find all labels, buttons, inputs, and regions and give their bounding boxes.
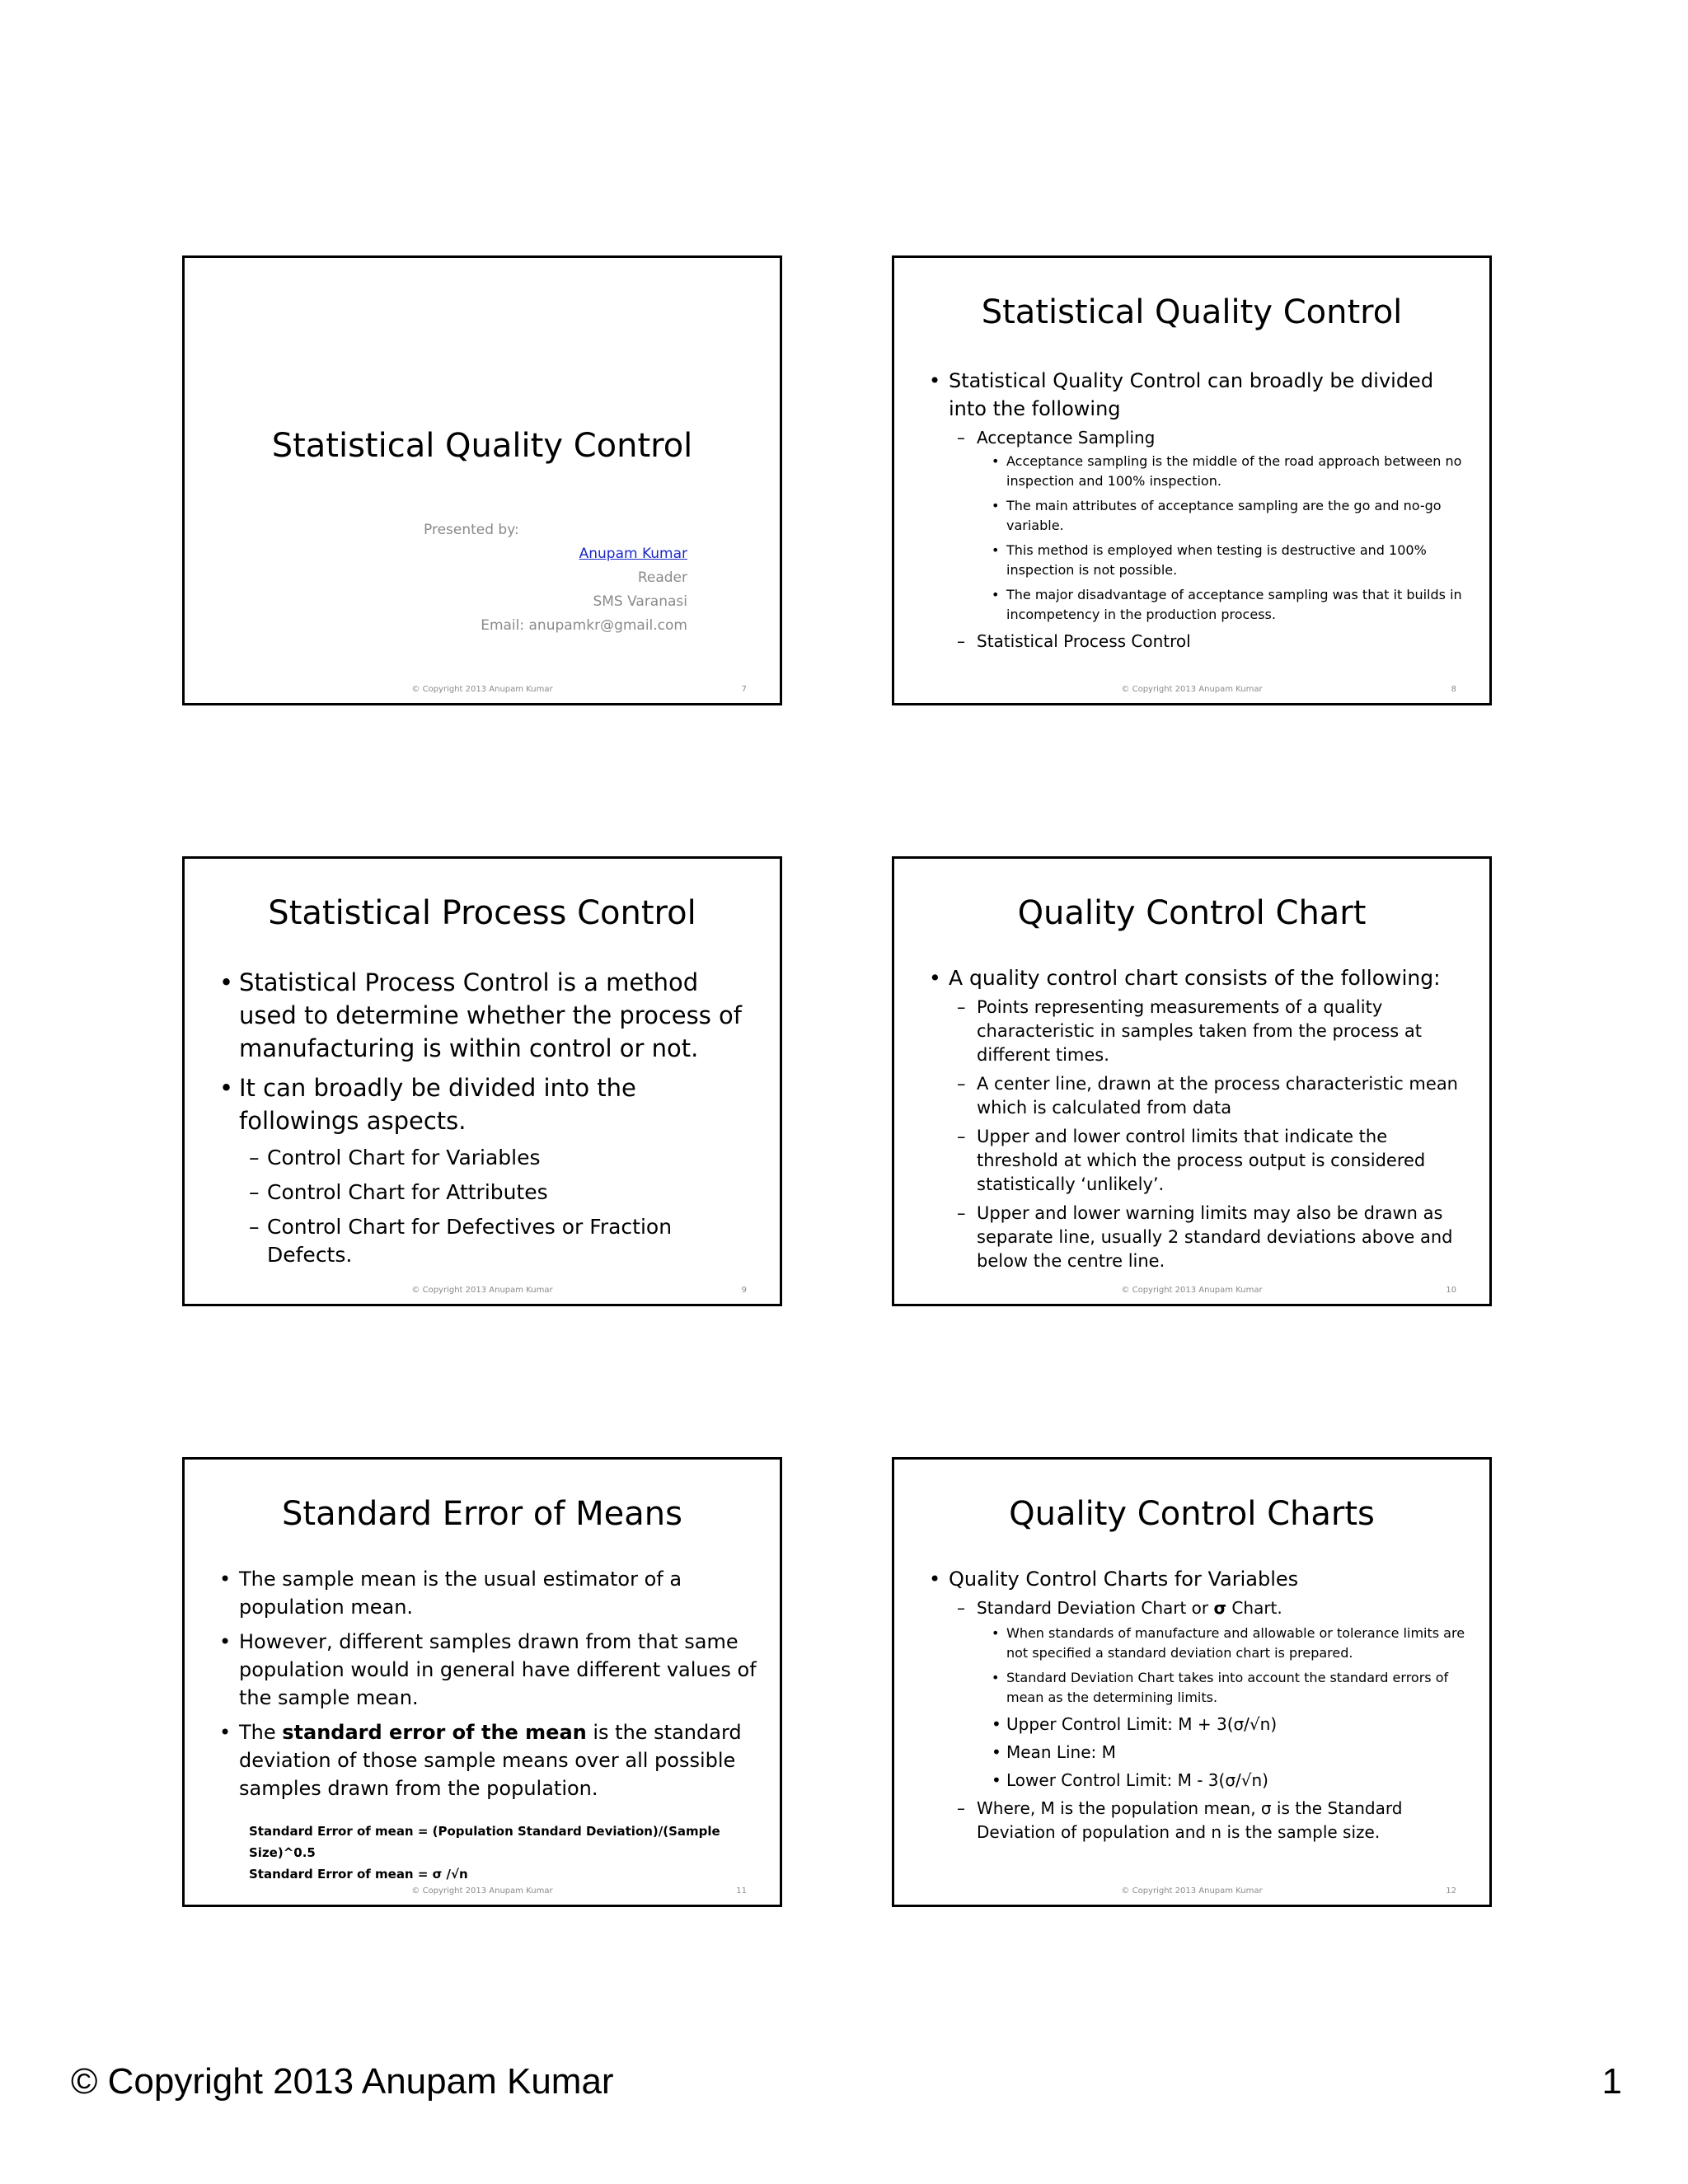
slide-7 xyxy=(182,255,782,705)
list-item: – Control Chart for Variables xyxy=(216,1144,758,1172)
list-item: – Upper and lower control limits that indicate the threshold at which the process output is considered statistically ‘unlikely’. xyxy=(957,1127,1426,1194)
slide-body xyxy=(216,966,758,1276)
slide-title: Quality Control Chart xyxy=(1017,894,1367,932)
slide-copyright: © Copyright 2013 Anupam Kumar xyxy=(1121,1286,1263,1295)
slide-body xyxy=(926,1565,1468,1848)
slide-copyright: © Copyright 2013 Anupam Kumar xyxy=(1121,685,1263,694)
list-item: • It can broadly be divided into the followings aspects. xyxy=(216,1071,758,1137)
bullet-dot-icon: • xyxy=(992,453,1000,469)
bullet-dot-icon: • xyxy=(992,1670,1000,1685)
list-item: – Where, M is the population mean, σ is the Standard Deviation of population and n is the sample size. xyxy=(957,1798,1403,1842)
bullet-dash-icon: – xyxy=(957,1127,966,1146)
list-item: – Points representing measurements of a quality characteristic in samples taken from the process at different times. xyxy=(957,997,1422,1065)
bullet-dot-icon: • xyxy=(992,1770,1001,1790)
slide-copyright: © Copyright 2013 Anupam Kumar xyxy=(1121,1886,1263,1896)
slide-footer xyxy=(894,685,1489,698)
list-item: – Upper and lower warning limits may also be drawn as separate line, usually 2 standard deviations above and below the centre line. xyxy=(957,1203,1453,1271)
slide-number: 11 xyxy=(736,1886,747,1896)
list-item: – Acceptance Sampling xyxy=(957,428,1156,448)
list-item: • Statistical Process Control is a method used to determine whether the process of manufacturing is within control or not. xyxy=(216,966,758,1065)
formula-line: Standard Error of mean = σ /√n xyxy=(249,1867,468,1882)
author-email: Email: anupamkr@gmail.com xyxy=(481,617,687,634)
list-item: • The sample mean is the usual estimator of a population mean. xyxy=(216,1565,758,1621)
slide-number: 12 xyxy=(1446,1886,1456,1896)
slide-footer xyxy=(894,1286,1489,1299)
bullet-dash-icon: – xyxy=(957,1598,965,1618)
slide-body xyxy=(926,367,1468,655)
slide-12 xyxy=(892,1457,1492,1907)
formula-line: Standard Error of mean = (Population Standard Deviation)/(Sample Size)^0.5 xyxy=(249,1824,720,1860)
bullet-dash-icon: – xyxy=(249,1146,260,1169)
slide-title: Statistical Quality Control xyxy=(271,427,693,465)
list-item: • Standard Deviation Chart takes into account the standard errors of mean as the determining limits. xyxy=(992,1670,1449,1705)
slide-copyright: © Copyright 2013 Anupam Kumar xyxy=(411,1886,553,1896)
emphasis-text: standard error of the mean xyxy=(282,1721,587,1744)
bullet-dot-icon: • xyxy=(219,968,234,996)
slide-copyright: © Copyright 2013 Anupam Kumar xyxy=(411,685,553,694)
slide-title: Statistical Quality Control xyxy=(981,293,1403,331)
bullet-dot-icon: • xyxy=(219,1568,232,1591)
page-copyright: © Copyright 2013 Anupam Kumar xyxy=(71,2061,614,2102)
list-item: • This method is employed when testing is destructive and 100% inspection is not possible. xyxy=(992,542,1427,578)
list-item: • Acceptance sampling is the middle of the road approach between no inspection and 100% inspection. xyxy=(992,453,1462,489)
slide-footer xyxy=(894,1886,1489,1900)
list-item: • When standards of manufacture and allowable or tolerance limits are not specified a standard deviation chart is prepared. xyxy=(992,1625,1465,1661)
list-item: • The main attributes of acceptance sampling are the go and no-go variable. xyxy=(992,498,1442,533)
bullet-dash-icon: – xyxy=(957,997,966,1017)
bullet-dash-icon: – xyxy=(957,428,965,448)
list-item: • A quality control chart consists of the following: xyxy=(926,964,1468,992)
bullet-dash-icon: – xyxy=(249,1180,260,1204)
bullet-dash-icon: – xyxy=(957,631,965,651)
slide-title: Statistical Process Control xyxy=(268,894,696,932)
bullet-dot-icon: • xyxy=(219,1630,232,1653)
bullet-dot-icon: • xyxy=(992,542,1000,558)
author-org: SMS Varanasi xyxy=(593,593,687,610)
bullet-dot-icon: • xyxy=(929,369,941,392)
list-item: • Lower Control Limit: M - 3(σ/√n) xyxy=(926,1769,1468,1793)
slide-body xyxy=(216,1565,758,1809)
bullet-dot-icon: • xyxy=(992,1714,1001,1734)
slide-footer xyxy=(185,685,780,698)
presented-by-label: Presented by: xyxy=(424,522,519,538)
bullet-dot-icon: • xyxy=(992,498,1000,513)
bullet-dot-icon: • xyxy=(992,587,1000,602)
slide-title: Quality Control Charts xyxy=(1009,1495,1375,1533)
bullet-dot-icon: • xyxy=(219,1721,232,1744)
slide-9 xyxy=(182,856,782,1306)
bullet-dot-icon: • xyxy=(219,1074,234,1102)
list-item: • Upper Control Limit: M + 3(σ/√n) xyxy=(926,1713,1468,1736)
slide-10 xyxy=(892,856,1492,1306)
page-number: 1 xyxy=(1601,2061,1622,2102)
list-item: • The standard error of the mean is the standard deviation of those sample means over all possible samples drawn from the population. xyxy=(216,1718,758,1802)
slide-8 xyxy=(892,255,1492,705)
bullet-dash-icon: – xyxy=(957,1798,965,1818)
slide-11 xyxy=(182,1457,782,1907)
author-link[interactable]: Anupam Kumar xyxy=(579,546,687,562)
list-item: • Mean Line: M xyxy=(926,1741,1468,1765)
author-role: Reader xyxy=(637,569,687,586)
bullet-dot-icon: • xyxy=(992,1625,1000,1641)
slide-number: 9 xyxy=(741,1286,747,1295)
list-item: • However, different samples drawn from that same population would in general have different values of the sample mean. xyxy=(216,1628,758,1712)
list-item: – Statistical Process Control xyxy=(957,631,1191,651)
slide-body xyxy=(926,964,1468,1278)
bullet-dash-icon: – xyxy=(957,1203,966,1223)
slide-title: Standard Error of Means xyxy=(282,1495,682,1533)
slide-number: 7 xyxy=(741,685,747,694)
presenter-block xyxy=(391,518,687,638)
slide-footer xyxy=(185,1286,780,1299)
sigma-symbol: σ xyxy=(1213,1598,1227,1618)
slide-footer xyxy=(185,1886,780,1900)
list-item: • Statistical Quality Control can broadly be divided into the following xyxy=(926,367,1468,423)
bullet-dot-icon: • xyxy=(992,1742,1001,1762)
bullet-dash-icon: – xyxy=(249,1215,260,1239)
list-item: – Control Chart for Attributes xyxy=(216,1179,758,1207)
list-item: • Quality Control Charts for Variables xyxy=(926,1565,1468,1593)
formula-block xyxy=(249,1821,780,1885)
bullet-dot-icon: • xyxy=(929,966,941,990)
slide-number: 10 xyxy=(1446,1286,1456,1295)
list-item: – Control Chart for Defectives or Fraction Defects. xyxy=(249,1215,673,1267)
bullet-dot-icon: • xyxy=(929,1568,941,1591)
list-item: – A center line, drawn at the process characteristic mean which is calculated from data xyxy=(957,1074,1458,1118)
slide-number: 8 xyxy=(1451,685,1456,694)
list-item: – Standard Deviation Chart or σ Chart. xyxy=(926,1596,1468,1620)
list-item: • The major disadvantage of acceptance sampling was that it builds in incompetency in the production process. xyxy=(992,587,1462,622)
slide-copyright: © Copyright 2013 Anupam Kumar xyxy=(411,1286,553,1295)
bullet-dash-icon: – xyxy=(957,1074,966,1094)
